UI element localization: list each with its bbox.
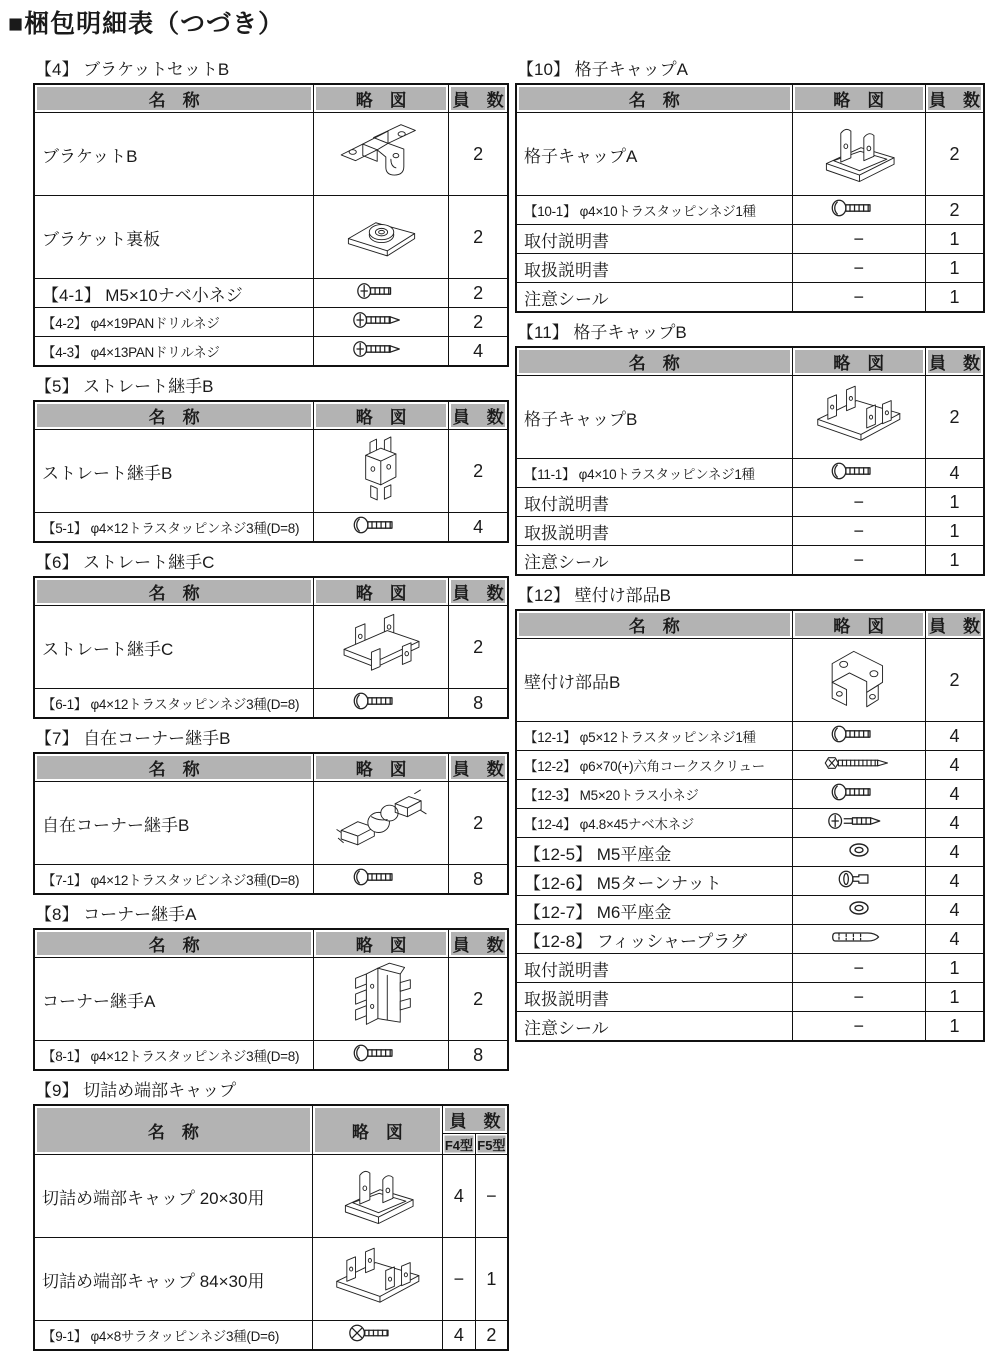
lattice-cap-b-icon bbox=[793, 379, 925, 451]
truss-screw-icon bbox=[314, 867, 448, 887]
pan-drill-screw-icon bbox=[314, 310, 448, 330]
table-row bbox=[516, 954, 984, 983]
col-header-name: 名 称 bbox=[34, 753, 314, 782]
table-row bbox=[516, 983, 984, 1012]
qty-value: 4 bbox=[925, 867, 984, 896]
part-name: 【7-1】 φ4×12トラスタッピンネジ3種(D=8) bbox=[34, 865, 314, 895]
qty-value: 1 bbox=[475, 1238, 508, 1321]
part-name: 【4-2】 φ4×19PANドリルネジ bbox=[34, 308, 314, 337]
col-subheader-qty: F5型 bbox=[475, 1134, 508, 1155]
part-name: 格子キャップA bbox=[516, 113, 792, 196]
header-row bbox=[34, 1105, 508, 1134]
table-row bbox=[34, 279, 508, 308]
table-row bbox=[34, 513, 508, 543]
truss-screw-icon bbox=[793, 461, 925, 481]
part-name: 【12-4】 φ4.8×45ナベ木ネジ bbox=[516, 809, 792, 838]
qty-value: 2 bbox=[449, 430, 508, 513]
part-name: 取扱説明書 bbox=[516, 254, 792, 283]
no-diagram-dash: − bbox=[853, 520, 865, 541]
table-row bbox=[516, 867, 984, 896]
part-diagram-cell bbox=[792, 517, 925, 546]
part-name: 【6-1】 φ4×12トラスタッピンネジ3種(D=8) bbox=[34, 689, 314, 719]
table-row bbox=[516, 196, 984, 225]
qty-value: 4 bbox=[925, 459, 984, 488]
col-header-name: 名 称 bbox=[34, 577, 314, 606]
col-header-diagram: 略 図 bbox=[792, 347, 925, 376]
table-row bbox=[34, 958, 508, 1041]
part-name: ストレート継手C bbox=[34, 606, 314, 689]
turn-nut-icon bbox=[793, 869, 925, 889]
part-name: 【8-1】 φ4×12トラスタッピンネジ3種(D=8) bbox=[34, 1041, 314, 1071]
col-header-diagram: 略 図 bbox=[792, 84, 925, 113]
part-name: 【12-8】 フィッシャープラグ bbox=[516, 925, 792, 954]
table-row bbox=[34, 1238, 508, 1321]
part-name: 【12-1】 φ5×12トラスタッピンネジ1種 bbox=[516, 722, 792, 751]
part-diagram-cell bbox=[314, 113, 449, 196]
end-cap-84x30-icon bbox=[313, 1241, 442, 1313]
part-diagram-cell bbox=[314, 513, 449, 543]
qty-value: 4 bbox=[925, 896, 984, 925]
part-name: 【12-2】 φ6×70(+)六角コークスクリュー bbox=[516, 751, 792, 780]
part-name: コーナー継手A bbox=[34, 958, 314, 1041]
part-diagram-cell bbox=[792, 113, 925, 196]
qty-value: 4 bbox=[925, 780, 984, 809]
qty-value: 2 bbox=[449, 113, 508, 196]
qty-value: 1 bbox=[925, 225, 984, 254]
hex-coach-screw-icon bbox=[793, 754, 925, 772]
qty-value: 1 bbox=[925, 1012, 984, 1042]
parts-table bbox=[33, 83, 509, 367]
header-row bbox=[34, 401, 508, 430]
part-name: 注意シール bbox=[516, 1012, 792, 1042]
no-diagram-dash: − bbox=[853, 286, 865, 307]
col-header-name: 名 称 bbox=[34, 84, 314, 113]
part-name: 【4-3】 φ4×13PANドリルネジ bbox=[34, 337, 314, 367]
col-header-qty: 員 数 bbox=[443, 1105, 508, 1134]
part-diagram-cell bbox=[314, 606, 449, 689]
part-diagram-cell bbox=[792, 838, 925, 867]
qty-value: 2 bbox=[925, 113, 984, 196]
table-row bbox=[516, 113, 984, 196]
part-name: 格子キャップB bbox=[516, 376, 792, 459]
qty-value: 2 bbox=[449, 279, 508, 308]
table-row bbox=[516, 639, 984, 722]
part-name: 取付説明書 bbox=[516, 225, 792, 254]
qty-value: 2 bbox=[449, 782, 508, 865]
qty-value: 2 bbox=[925, 196, 984, 225]
part-diagram-cell bbox=[314, 279, 449, 308]
col-header-name: 名 称 bbox=[516, 610, 792, 639]
header-row bbox=[516, 84, 984, 113]
col-header-name: 名 称 bbox=[516, 84, 792, 113]
straight-joint-b-icon bbox=[314, 433, 448, 505]
truss-screw-icon bbox=[314, 1043, 448, 1063]
part-diagram-cell bbox=[792, 488, 925, 517]
table-row bbox=[516, 488, 984, 517]
corner-joint-a-icon bbox=[314, 961, 448, 1033]
part-diagram-cell bbox=[314, 196, 449, 279]
header-row bbox=[34, 84, 508, 113]
wall-part-b-icon bbox=[793, 642, 925, 714]
col-header-qty: 員 数 bbox=[449, 753, 508, 782]
parts-table bbox=[33, 400, 509, 543]
qty-value: 1 bbox=[925, 954, 984, 983]
part-diagram-cell bbox=[792, 639, 925, 722]
no-diagram-dash: − bbox=[853, 257, 865, 278]
no-diagram-dash: − bbox=[853, 986, 865, 1007]
truss-screw-icon bbox=[314, 515, 448, 535]
part-name: 【12-5】 M5平座金 bbox=[516, 838, 792, 867]
no-diagram-dash: − bbox=[853, 491, 865, 512]
parts-table bbox=[515, 83, 985, 313]
header-row bbox=[34, 753, 508, 782]
fischer-plug-icon bbox=[793, 928, 925, 946]
qty-value: 2 bbox=[449, 958, 508, 1041]
table-caption: 【5】 ストレート継手B bbox=[35, 377, 214, 396]
col-header-diagram: 略 図 bbox=[312, 1105, 442, 1155]
part-diagram-cell bbox=[792, 983, 925, 1012]
table-row bbox=[34, 1041, 508, 1071]
part-name: 取付説明書 bbox=[516, 488, 792, 517]
table-row bbox=[516, 254, 984, 283]
part-diagram-cell bbox=[792, 780, 925, 809]
qty-value: 2 bbox=[449, 606, 508, 689]
part-diagram-cell bbox=[314, 337, 449, 367]
part-name: 【11-1】 φ4×10トラスタッピンネジ1種 bbox=[516, 459, 792, 488]
part-diagram-cell bbox=[792, 459, 925, 488]
col-header-name: 名 称 bbox=[34, 929, 314, 958]
qty-value: 4 bbox=[925, 751, 984, 780]
qty-value: 1 bbox=[925, 546, 984, 576]
pan-wood-screw-icon bbox=[793, 811, 925, 831]
part-diagram-cell bbox=[792, 896, 925, 925]
qty-value: 4 bbox=[443, 1321, 476, 1351]
table-caption: 【11】 格子キャップB bbox=[517, 323, 687, 342]
col-header-diagram: 略 図 bbox=[314, 577, 449, 606]
qty-value: 8 bbox=[449, 865, 508, 895]
qty-value: 1 bbox=[925, 254, 984, 283]
col-subheader-qty: F4型 bbox=[443, 1134, 476, 1155]
header-row bbox=[516, 347, 984, 376]
table-row bbox=[34, 337, 508, 367]
qty-value: 2 bbox=[475, 1321, 508, 1351]
table-row bbox=[516, 459, 984, 488]
col-header-qty: 員 数 bbox=[925, 84, 984, 113]
washer-icon bbox=[793, 898, 925, 918]
table-row bbox=[516, 517, 984, 546]
part-name: 【10-1】 φ4×10トラスタッピンネジ1種 bbox=[516, 196, 792, 225]
part-diagram-cell bbox=[314, 782, 449, 865]
part-name: 切詰め端部キャップ 20×30用 bbox=[34, 1155, 312, 1238]
table-row bbox=[34, 1321, 508, 1351]
qty-value: 2 bbox=[925, 639, 984, 722]
col-header-diagram: 略 図 bbox=[314, 84, 449, 113]
part-diagram-cell bbox=[792, 546, 925, 576]
part-name: 壁付け部品B bbox=[516, 639, 792, 722]
col-header-qty: 員 数 bbox=[449, 577, 508, 606]
part-diagram-cell bbox=[792, 254, 925, 283]
col-header-qty: 員 数 bbox=[925, 347, 984, 376]
universal-corner-joint-b-icon bbox=[314, 785, 448, 857]
table-row bbox=[516, 376, 984, 459]
col-header-diagram: 略 図 bbox=[792, 610, 925, 639]
col-header-diagram: 略 図 bbox=[314, 929, 449, 958]
qty-value: 1 bbox=[925, 283, 984, 313]
column-right bbox=[515, 55, 985, 1042]
part-diagram-cell bbox=[792, 225, 925, 254]
part-name: 【12-6】 M5ターンナット bbox=[516, 867, 792, 896]
header-row bbox=[34, 577, 508, 606]
col-header-name: 名 称 bbox=[34, 1105, 312, 1155]
table-caption: 【4】 ブラケットセットB bbox=[35, 60, 230, 79]
part-name: 自在コーナー継手B bbox=[34, 782, 314, 865]
part-diagram-cell bbox=[792, 954, 925, 983]
qty-value: 1 bbox=[925, 983, 984, 1012]
table-row bbox=[516, 780, 984, 809]
table-caption: 【10】 格子キャップA bbox=[517, 60, 688, 79]
part-name: 取扱説明書 bbox=[516, 983, 792, 1012]
no-diagram-dash: − bbox=[853, 549, 865, 570]
part-name: ブラケット裏板 bbox=[34, 196, 314, 279]
part-name: 【4-1】 M5×10ナベ小ネジ bbox=[34, 279, 314, 308]
table-row bbox=[34, 196, 508, 279]
qty-value: 2 bbox=[449, 308, 508, 337]
qty-value: 1 bbox=[925, 488, 984, 517]
part-diagram-cell bbox=[792, 283, 925, 313]
no-diagram-dash: − bbox=[853, 1015, 865, 1036]
table-row bbox=[516, 896, 984, 925]
page-title: ■梱包明細表（つづき） bbox=[8, 10, 285, 38]
countersunk-screw-icon bbox=[313, 1323, 442, 1343]
part-diagram-cell bbox=[312, 1321, 442, 1351]
table-caption: 【9】 切詰め端部キャップ bbox=[35, 1081, 237, 1100]
qty-value: 2 bbox=[925, 376, 984, 459]
table-row bbox=[516, 283, 984, 313]
part-name: 【12-3】 M5×20トラス小ネジ bbox=[516, 780, 792, 809]
col-header-name: 名 称 bbox=[516, 347, 792, 376]
col-header-diagram: 略 図 bbox=[314, 401, 449, 430]
part-name: ブラケットB bbox=[34, 113, 314, 196]
header-row bbox=[516, 610, 984, 639]
qty-value: 4 bbox=[449, 513, 508, 543]
bracket-plate-icon bbox=[314, 199, 448, 271]
part-name: 【12-7】 M6平座金 bbox=[516, 896, 792, 925]
col-header-qty: 員 数 bbox=[925, 610, 984, 639]
pan-screw-icon bbox=[314, 281, 448, 301]
col-header-name: 名 称 bbox=[34, 401, 314, 430]
part-name: 注意シール bbox=[516, 546, 792, 576]
part-name: 取付説明書 bbox=[516, 954, 792, 983]
header-row bbox=[34, 929, 508, 958]
qty-value: 2 bbox=[449, 196, 508, 279]
lattice-cap-a-icon bbox=[793, 116, 925, 188]
end-cap-20x30-icon bbox=[313, 1158, 442, 1230]
part-diagram-cell bbox=[314, 308, 449, 337]
qty-value: 8 bbox=[449, 689, 508, 719]
part-diagram-cell bbox=[792, 925, 925, 954]
qty-value: − bbox=[475, 1155, 508, 1238]
parts-table bbox=[515, 346, 985, 576]
part-diagram-cell bbox=[314, 865, 449, 895]
part-name: 取扱説明書 bbox=[516, 517, 792, 546]
table-row bbox=[34, 606, 508, 689]
parts-table bbox=[33, 1104, 509, 1351]
straight-joint-c-icon bbox=[314, 609, 448, 681]
part-name: 注意シール bbox=[516, 283, 792, 313]
part-diagram-cell bbox=[792, 1012, 925, 1042]
part-diagram-cell bbox=[314, 430, 449, 513]
qty-value: 4 bbox=[443, 1155, 476, 1238]
table-row bbox=[516, 1012, 984, 1042]
part-diagram-cell bbox=[312, 1155, 442, 1238]
no-diagram-dash: − bbox=[853, 957, 865, 978]
table-row bbox=[34, 782, 508, 865]
qty-value: 4 bbox=[925, 809, 984, 838]
table-row bbox=[34, 865, 508, 895]
table-row bbox=[516, 225, 984, 254]
table-row bbox=[34, 689, 508, 719]
part-diagram-cell bbox=[314, 958, 449, 1041]
table-row bbox=[516, 809, 984, 838]
truss-screw-icon bbox=[793, 198, 925, 218]
qty-value: 1 bbox=[925, 517, 984, 546]
table-row bbox=[34, 430, 508, 513]
part-name: 切詰め端部キャップ 84×30用 bbox=[34, 1238, 312, 1321]
table-row bbox=[34, 1155, 508, 1238]
part-diagram-cell bbox=[312, 1238, 442, 1321]
parts-table bbox=[33, 928, 509, 1071]
pan-drill-screw-icon bbox=[314, 339, 448, 359]
part-diagram-cell bbox=[792, 722, 925, 751]
qty-value: 4 bbox=[925, 722, 984, 751]
table-row bbox=[34, 113, 508, 196]
table-row bbox=[34, 308, 508, 337]
qty-value: 4 bbox=[925, 925, 984, 954]
washer-icon bbox=[793, 840, 925, 860]
col-header-qty: 員 数 bbox=[449, 84, 508, 113]
part-name: 【5-1】 φ4×12トラスタッピンネジ3種(D=8) bbox=[34, 513, 314, 543]
qty-value: 4 bbox=[925, 838, 984, 867]
table-row bbox=[516, 838, 984, 867]
table-caption: 【12】 壁付け部品B bbox=[517, 586, 671, 605]
part-diagram-cell bbox=[792, 751, 925, 780]
bracket-b-icon bbox=[314, 116, 448, 188]
table-row bbox=[516, 751, 984, 780]
parts-table bbox=[33, 576, 509, 719]
part-diagram-cell bbox=[314, 689, 449, 719]
part-diagram-cell bbox=[792, 867, 925, 896]
table-row bbox=[516, 722, 984, 751]
parts-table bbox=[33, 752, 509, 895]
truss-screw-icon bbox=[314, 691, 448, 711]
part-diagram-cell bbox=[792, 376, 925, 459]
table-caption: 【7】 自在コーナー継手B bbox=[35, 729, 231, 748]
qty-value: 4 bbox=[449, 337, 508, 367]
qty-value: − bbox=[443, 1238, 476, 1321]
qty-value: 8 bbox=[449, 1041, 508, 1071]
table-caption: 【8】 コーナー継手A bbox=[35, 905, 197, 924]
col-header-diagram: 略 図 bbox=[314, 753, 449, 782]
parts-table bbox=[515, 609, 985, 1042]
part-diagram-cell bbox=[792, 809, 925, 838]
truss-screw-icon bbox=[793, 724, 925, 744]
part-name: ストレート継手B bbox=[34, 430, 314, 513]
table-caption: 【6】 ストレート継手C bbox=[35, 553, 215, 572]
truss-screw-icon bbox=[793, 782, 925, 802]
table-row bbox=[516, 546, 984, 576]
column-left bbox=[33, 55, 509, 1351]
col-header-qty: 員 数 bbox=[449, 929, 508, 958]
no-diagram-dash: − bbox=[853, 228, 865, 249]
part-diagram-cell bbox=[792, 196, 925, 225]
part-diagram-cell bbox=[314, 1041, 449, 1071]
table-row bbox=[516, 925, 984, 954]
col-header-qty: 員 数 bbox=[449, 401, 508, 430]
part-name: 【9-1】 φ4×8サラタッピンネジ3種(D=6) bbox=[34, 1321, 312, 1351]
